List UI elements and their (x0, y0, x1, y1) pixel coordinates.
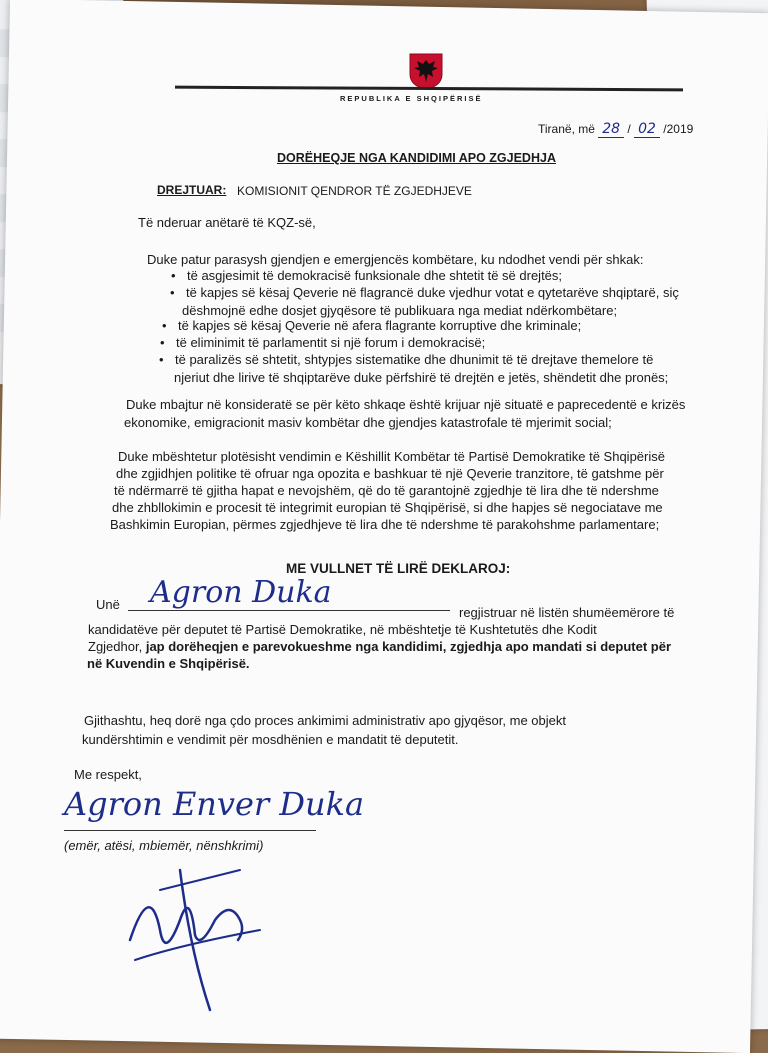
bullet-item: • të paralizës së shtetit, shtypjes sistematike dhe dhunimit të të drejtave themelore të (175, 352, 653, 367)
date-month: 02 (634, 121, 660, 138)
bullet-item: • të asgjesimit të demokracisë funksionale dhe shtetit të së drejtës; (187, 268, 562, 283)
paragraph-2-line: dhe zgjidhjen politike të ofruar nga opozita e bashkuar të një Qeverie tranzitore, të gatshme për (116, 466, 664, 481)
paragraph-1-line: ekonomike, emigracionit masiv kombëtar dhe gjendjes katastrofale të mjerimit social; (124, 415, 612, 430)
paragraph-3-line: kundërshtimin e vendimit për mosdhënien e mandatit të deputetit. (82, 732, 459, 747)
closing: Me respekt, (74, 767, 142, 782)
date-separator: / (627, 122, 631, 136)
date-prefix: Tiranë, më (538, 122, 595, 136)
paragraph-1-line: Duke mbajtur në konsideratë se për këto shkaqe është krijuar një situatë e paprecedentë e krizës (126, 397, 686, 412)
signature-scribble-icon (120, 860, 270, 1020)
declaration-line-4: në Kuvendin e Shqipërisë. (87, 656, 250, 671)
addressee-label: DREJTUAR: (157, 183, 227, 197)
date-line (538, 121, 693, 137)
bullet-item: • të eliminimit të parlamentit si një forum i demokracisë; (176, 335, 485, 350)
signature-line (64, 830, 316, 831)
une-label: Unë (96, 597, 120, 612)
header-rule (175, 86, 683, 92)
declaration-line-3 (88, 638, 671, 655)
paragraph-2-line: Duke mbështetur plotësisht vendimin e Këshillit Kombëtar të Partisë Demokratike të Shqipërisë (118, 449, 665, 464)
paragraph-2-line: Bashkimin Europian, përmes zgjedhjeve të lira dhe të ndershme të parakohshme parlamentare; (110, 517, 660, 532)
declaration-line-3-plain: Zgjedhor, (88, 639, 146, 654)
declaration-heading: ME VULLNET TË LIRË DEKLAROJ: (286, 561, 511, 576)
paragraph-2-line: dhe zhbllokimin e procesit të integrimit europian të Shqipërisë, si dhe hapjes së negociatave me (112, 500, 663, 515)
date-day: 28 (598, 121, 624, 138)
handwritten-full-name: Agron Enver Duka (64, 785, 365, 823)
document-title: DORËHEQJE NGA KANDIDIMI APO ZGJEDHJA (277, 151, 556, 165)
paragraph-2-line: të ndërmarrë të gjitha hapat e nevojshëm, që do të garantojnë zgjedhje të lira dhe të ndershme (114, 483, 659, 498)
intro-text: Duke patur parasysh gjendjen e emergjencës kombëtare, ku ndodhet vendi për shkak: (147, 252, 644, 267)
salutation: Të nderuar anëtarë të KQZ-së, (138, 215, 316, 230)
declaration-line-2: kandidatëve për deputet të Partisë Demokratike, në mbështetje të Kushtetutës dhe Kodit (88, 622, 597, 637)
name-line (128, 610, 450, 611)
bullet-item: • të kapjes së kësaj Qeverie në flagrancë duke vjedhur votat e qytetarëve shqiptarë, siç (186, 285, 679, 300)
bullet-continuation: dëshmojnë edhe dosjet gjyqësore të publikuara nga mediat ndërkombëtare; (182, 303, 618, 318)
albanian-eagle-emblem-icon (406, 52, 446, 90)
republic-header: REPUBLIKA E SHQIPËRISË (340, 94, 483, 103)
date-year: /2019 (663, 122, 694, 136)
declaration-line-3-bold: jap dorëheqjen e parevokueshme nga kandidimi, zgjedhja apo mandati si deputet për (145, 639, 672, 654)
bullet-item: • të kapjes së kësaj Qeverie në afera flagrante korruptive dhe kriminale; (178, 318, 581, 333)
handwritten-name: Agron Duka (150, 575, 332, 610)
declaration-line-1: regjistruar në listën shumëemërore të (459, 605, 675, 620)
paragraph-3-line: Gjithashtu, heq dorë nga çdo proces ankimimi administrativ apo gjyqësor, me objekt (84, 713, 566, 728)
bullet-continuation: njeriut dhe lirive të shqiptarëve duke përfshirë të drejtën e jetës, shëndetit dhe pronës; (174, 370, 669, 385)
addressee-value: KOMISIONIT QENDROR TË ZGJEDHJEVE (237, 184, 472, 198)
signature-caption: (emër, atësi, mbiemër, nënshkrimi) (64, 838, 264, 853)
